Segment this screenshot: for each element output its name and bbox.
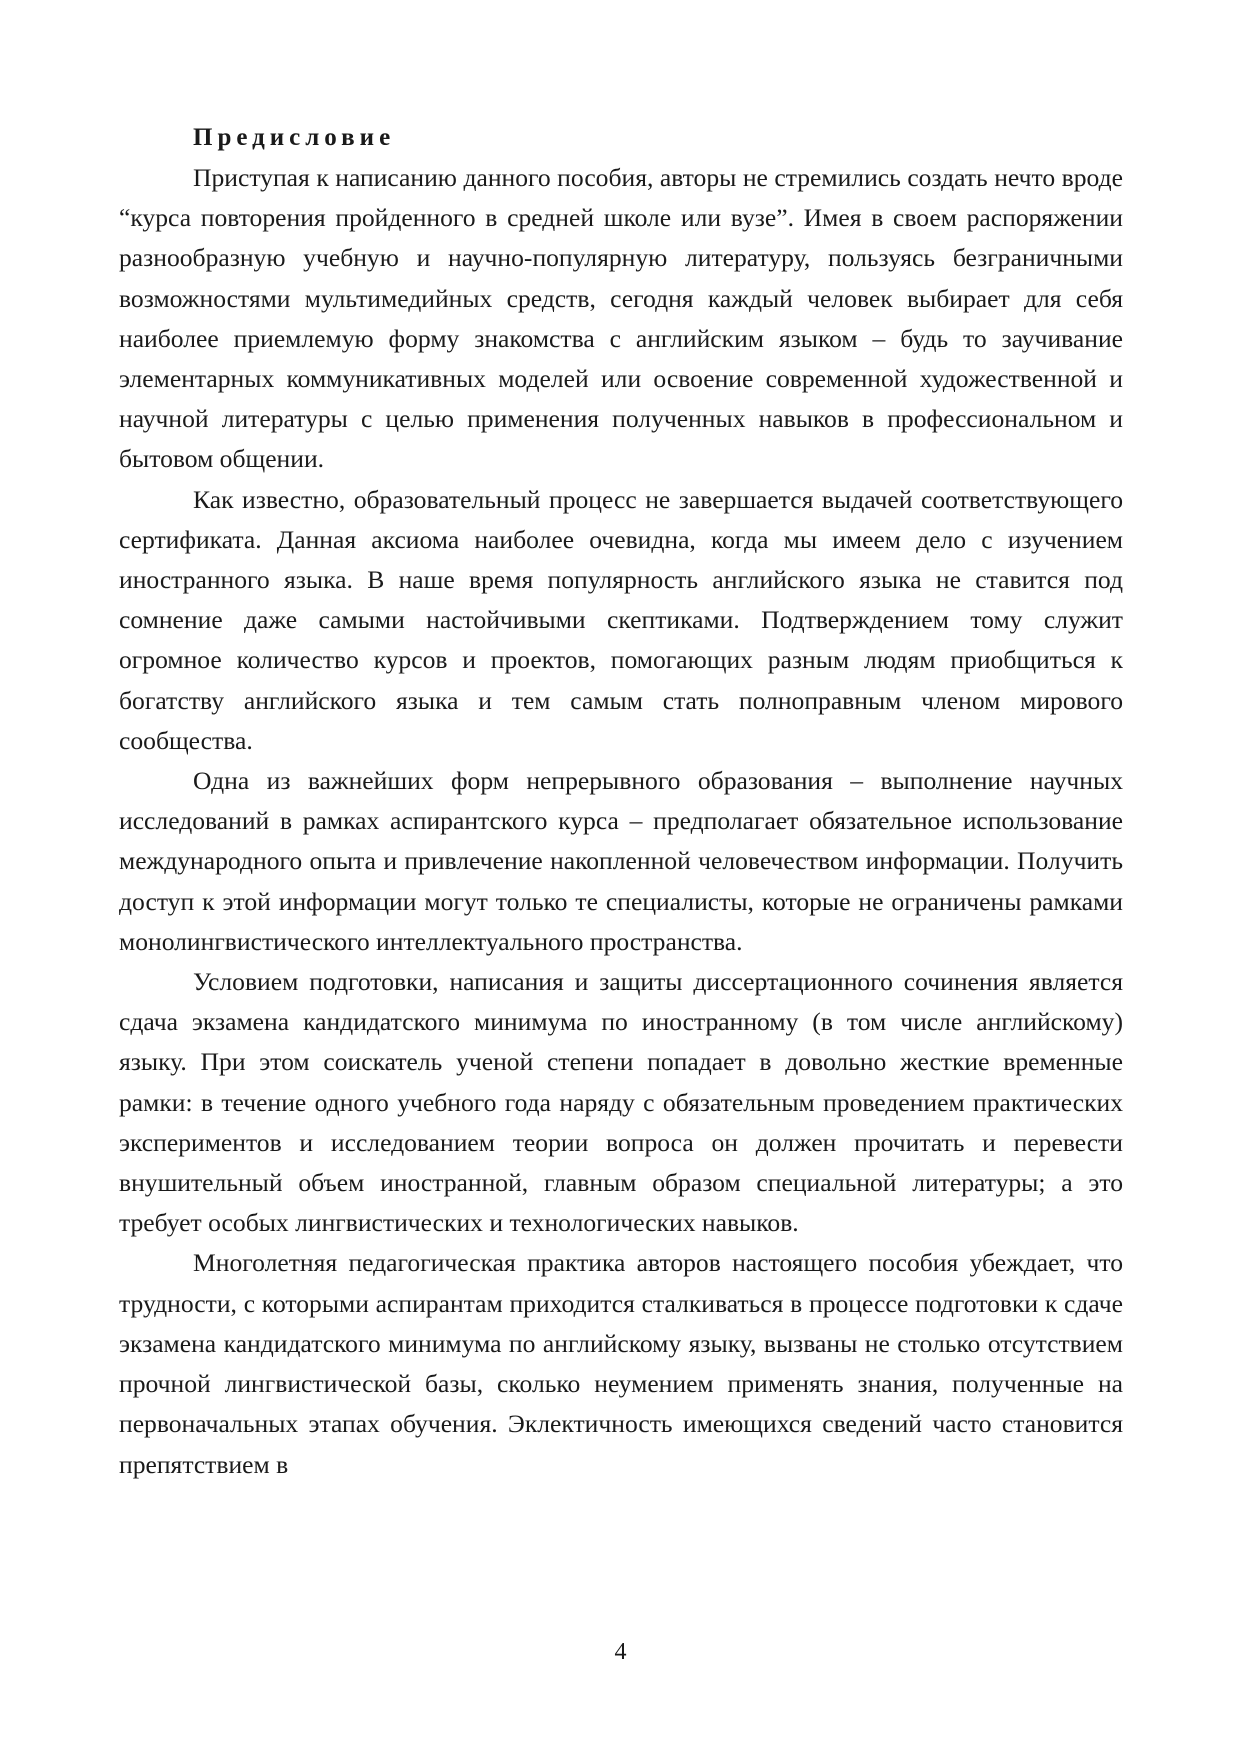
paragraph-2: Как известно, образовательный процесс не завершается выдачей соответствующего сертификата. Данная аксиома наиболее очевидна, когда мы имеем дело с изучением иностранного языка. В наше время популярность английского языка не ставится под сомнение даже самыми настойчивыми скептиками. Подтверждением тому служит огромное количество курсов и проектов, помогающих разным людям приобщиться к богатству английского языка и тем самым стать полноправным членом мирового сообщества. [119,484,1123,755]
section-heading: Предисловие [193,124,396,151]
page-content [119,118,1123,1485]
paragraph-1: Приступая к написанию данного пособия, авторы не стремились создать нечто вроде “курса повторения пройденного в средней школе или вузе”. Имея в своем распоряжении разнообразную учебную и научно-популярную литературу, пользуясь безграничными возможностями мультимедийных средств, сегодня каждый человек выбирает для себя наиболее приемлемую форму знакомства с английским языком – будь то заучивание элементарных коммуникативных моделей или освоение современной художественной и научной литературы с целью применения полученных навыков в профессиональном и бытовом общении. [119,163,1123,474]
paragraph-3: Одна из важнейших форм непрерывного образования – выполнение научных исследований в рамках аспирантского курса – предполагает обязательное использование международного опыта и привлечение накопленной человечеством информации. Получить доступ к этой информации могут только те специалисты, которые не ограничены рамками монолингвистического интеллектуального пространства. [119,766,1123,956]
page-number: 4 [614,1639,627,1665]
paragraph-5: Многолетняя педагогическая практика авторов настоящего пособия убеждает, что трудности, с которыми аспирантам приходится сталкиваться в процессе подготовки к сдаче экзамена кандидатского минимума по английскому языку, вызваны не столько отсутствием прочной лингвистической базы, сколько неумением применять знания, полученные на первоначальных этапах обучения. Эклектичность имеющихся сведений часто становится препятствием в [119,1248,1123,1479]
paragraph-4: Условием подготовки, написания и защиты диссертационного сочинения является сдача экзамена кандидатского минимума по иностранному (в том числе английскому) языку. При этом соискатель ученой степени попадает в довольно жесткие временные рамки: в течение одного учебного года наряду с обязательным проведением практических экспериментов и исследованием теории вопроса он должен прочитать и перевести внушительный объем иностранной, главным образом специальной литературы; а это требует особых лингвистических и технологических навыков. [119,967,1123,1238]
